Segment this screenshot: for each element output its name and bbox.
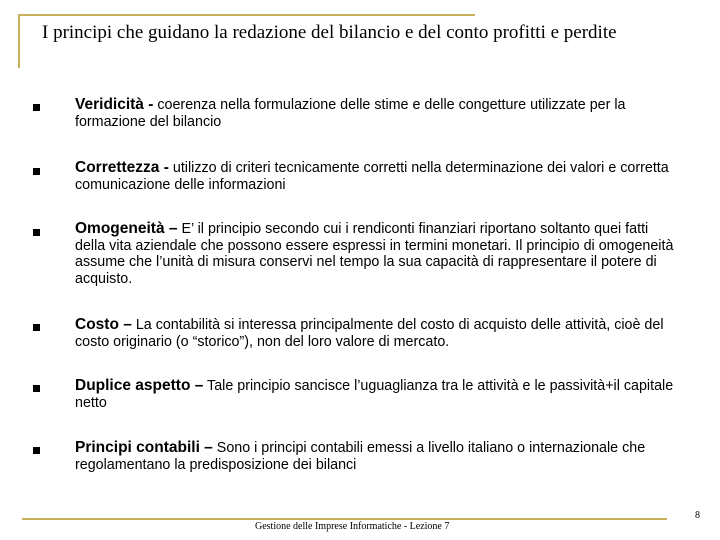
list-item-duplice-aspetto bbox=[75, 378, 675, 411]
bullet-icon bbox=[33, 168, 40, 175]
list-item-principi-contabili bbox=[75, 440, 675, 473]
item-term: Correttezza - bbox=[75, 159, 169, 176]
bullet-icon bbox=[33, 104, 40, 111]
item-term: Duplice aspetto – bbox=[75, 377, 204, 394]
bullet-icon bbox=[33, 385, 40, 392]
item-term: Principi contabili – bbox=[75, 439, 213, 456]
item-term: Costo – bbox=[75, 316, 132, 333]
bullet-icon bbox=[33, 447, 40, 454]
item-text: coerenza nella formulazione delle stime e delle congetture utilizzate per la formazione del bilancio bbox=[75, 97, 626, 130]
footer-text: Gestione delle Imprese Informatiche - Lezione 7 bbox=[255, 521, 450, 532]
list-item-correttezza bbox=[75, 160, 675, 193]
footer-divider bbox=[22, 518, 667, 520]
bullet-icon bbox=[33, 229, 40, 236]
list-item-veridicita bbox=[75, 97, 675, 130]
item-text: utilizzo di criteri tecnicamente corretti nella determinazione dei valori e corretta comunicazione delle informazioni bbox=[75, 160, 669, 193]
list-item-costo bbox=[75, 317, 675, 350]
item-term: Omogeneità – bbox=[75, 220, 178, 237]
page-number: 8 bbox=[695, 510, 700, 521]
item-text: Tale principio sancisce l’uguaglianza tra le attività e le passività+il capitale netto bbox=[75, 378, 674, 411]
item-text: La contabilità si interessa principalmente del costo di acquisto delle attività, cioè del costo originario (o “storico”), non del loro valore di mercato. bbox=[75, 317, 664, 350]
list-item-omogeneita bbox=[75, 221, 675, 287]
item-text: E’ il principio secondo cui i rendiconti finanziari riportano soltanto quei fatti della vita aziendale che possono essere espressi in termini monetari. Il principio di omogeneità assume che l’unità di misura conservi nel tempo la sua capacità di rappresentare il potere di acquisto. bbox=[75, 221, 674, 287]
bullet-icon bbox=[33, 324, 40, 331]
slide-title: I principi che guidano la redazione del bilancio e del conto profitti e perdite bbox=[42, 22, 617, 43]
item-term: Veridicità - bbox=[75, 96, 154, 113]
item-text: Sono i principi contabili emessi a livello italiano o internazionale che regolamentano la predisposizione dei bilanci bbox=[75, 440, 646, 473]
